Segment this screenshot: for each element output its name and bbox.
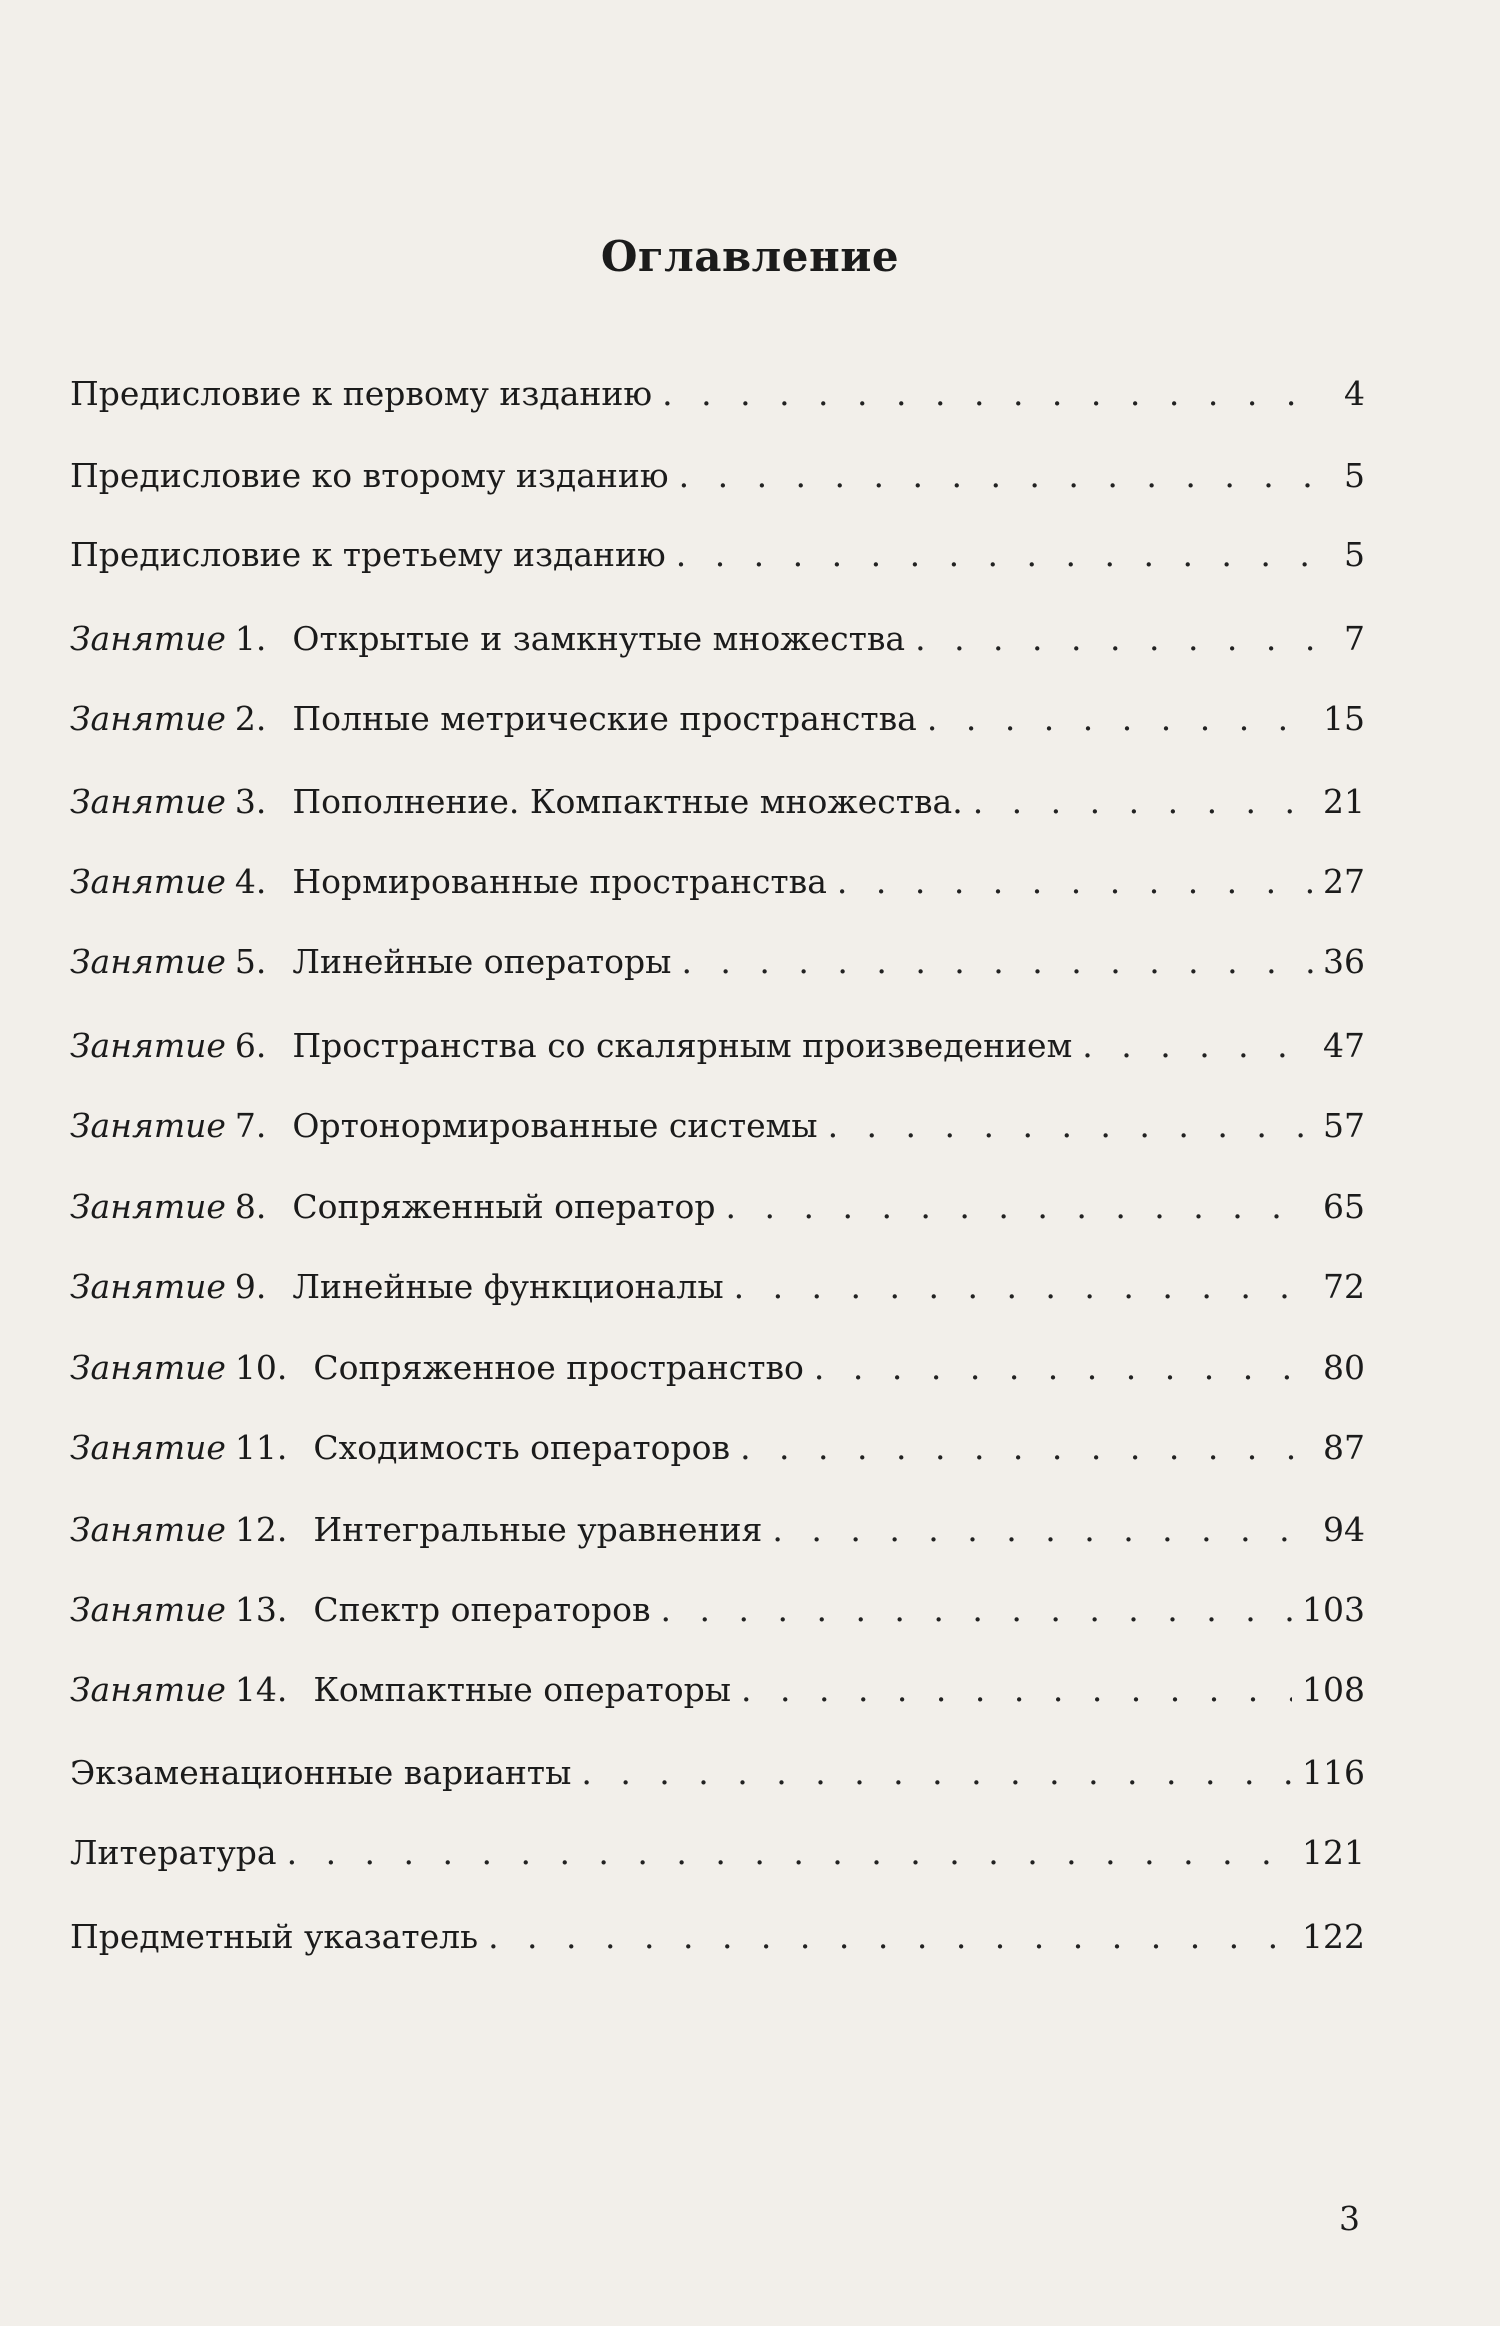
- toc-entry-title: Экзаменационные варианты: [70, 1753, 572, 1792]
- dot-leader: [814, 1346, 1313, 1390]
- toc-page-number: 121: [1302, 1833, 1365, 1872]
- lesson-number: 4.: [234, 862, 267, 901]
- lesson-label: Занятие: [70, 1670, 226, 1709]
- toc-entry: [70, 1024, 1365, 1068]
- toc-page-number: 5: [1344, 535, 1365, 574]
- toc-entry-heading: [70, 1104, 818, 1148]
- toc-entry: [70, 1265, 1365, 1309]
- lesson-label: Занятие: [70, 1428, 226, 1467]
- toc-entry-heading: [70, 1588, 651, 1632]
- dot-leader: [676, 533, 1315, 577]
- lesson-number: 10.: [234, 1348, 288, 1387]
- dot-leader: [734, 1265, 1313, 1309]
- toc-page-number: 80: [1323, 1348, 1365, 1387]
- dot-leader: [973, 780, 1313, 824]
- toc-entry-title: Предисловие ко второму изданию: [70, 456, 669, 495]
- page-title: Оглавление: [600, 232, 900, 281]
- toc-entry-title: Сопряженный оператор: [292, 1187, 716, 1226]
- dot-leader: [915, 617, 1315, 661]
- toc-page-number: 103: [1302, 1590, 1365, 1629]
- dot-leader: [828, 1104, 1313, 1148]
- toc-entry-heading: [70, 1346, 804, 1390]
- toc-entry: [70, 1831, 1365, 1875]
- toc-entry-heading: [70, 1426, 730, 1470]
- lesson-number: 7.: [234, 1106, 267, 1145]
- dot-leader: [741, 1668, 1292, 1712]
- toc-entry-title: Нормированные пространства: [292, 862, 827, 901]
- toc-entry-title: Линейные операторы: [292, 942, 672, 981]
- lesson-label: Занятие: [70, 782, 226, 821]
- dot-leader: [1082, 1024, 1313, 1068]
- toc-page-number: 4: [1344, 374, 1365, 413]
- toc-page-number: 116: [1302, 1753, 1365, 1792]
- lesson-label: Занятие: [70, 1590, 226, 1629]
- toc-entry: [70, 780, 1365, 824]
- toc-entry: [70, 454, 1365, 498]
- toc-page-number: 57: [1323, 1106, 1365, 1145]
- dot-leader: [488, 1915, 1292, 1959]
- toc-entry-heading: [70, 940, 671, 984]
- toc-entry: [70, 372, 1365, 416]
- lesson-label: Занятие: [70, 619, 226, 658]
- toc-entry-heading: [70, 1668, 731, 1712]
- dot-leader: [679, 454, 1315, 498]
- toc-entry-title: Интегральные уравнения: [313, 1510, 763, 1549]
- toc-entry-title: Сходимость операторов: [313, 1428, 731, 1467]
- toc-entry-heading: [70, 1751, 571, 1795]
- dot-leader: [837, 860, 1313, 904]
- toc-entry-heading: [70, 617, 905, 661]
- lesson-label: Занятие: [70, 942, 226, 981]
- toc-entry: [70, 1426, 1365, 1470]
- toc-page-number: 15: [1323, 699, 1365, 738]
- dot-leader: [661, 1588, 1292, 1632]
- toc-entry: [70, 1104, 1365, 1148]
- lesson-number: 8.: [234, 1187, 267, 1226]
- dot-leader: [927, 697, 1313, 741]
- toc-page-number: 87: [1323, 1428, 1365, 1467]
- toc-entry-heading: [70, 860, 827, 904]
- toc-entry-title: Компактные операторы: [313, 1670, 731, 1709]
- toc-entry-heading: [70, 454, 669, 498]
- toc-entry-title: Литература: [70, 1833, 277, 1872]
- lesson-number: 2.: [234, 699, 267, 738]
- dot-leader: [726, 1185, 1313, 1229]
- toc-entry-heading: [70, 372, 652, 416]
- toc-entry-title: Спектр операторов: [313, 1590, 651, 1629]
- toc-page-number: 5: [1344, 456, 1365, 495]
- toc-entry: [70, 533, 1365, 577]
- toc-entry: [70, 1915, 1365, 1959]
- lesson-number: 9.: [234, 1267, 267, 1306]
- toc-entry-heading: [70, 1831, 277, 1875]
- lesson-number: 13.: [234, 1590, 288, 1629]
- lesson-number: 6.: [234, 1026, 267, 1065]
- lesson-number: 11.: [234, 1428, 288, 1467]
- toc-entry-title: Открытые и замкнутые множества: [292, 619, 906, 658]
- toc-entry: [70, 1508, 1365, 1552]
- lesson-label: Занятие: [70, 1267, 226, 1306]
- dot-leader: [740, 1426, 1313, 1470]
- lesson-number: 1.: [234, 619, 267, 658]
- toc-entry-title: Полные метрические пространства: [292, 699, 917, 738]
- toc-page-number: 7: [1344, 619, 1365, 658]
- page-number: 3: [1339, 2199, 1360, 2238]
- lesson-number: 14.: [234, 1670, 288, 1709]
- toc-entry: [70, 617, 1365, 661]
- toc-entry: [70, 1588, 1365, 1632]
- toc-page-number: 72: [1323, 1267, 1365, 1306]
- toc-page-number: 65: [1323, 1187, 1365, 1226]
- toc-page-number: 94: [1323, 1510, 1365, 1549]
- toc-entry-title: Ортонормированные системы: [292, 1106, 818, 1145]
- lesson-label: Занятие: [70, 1510, 226, 1549]
- toc-entry-title: Линейные функционалы: [292, 1267, 724, 1306]
- lesson-label: Занятие: [70, 862, 226, 901]
- toc-entry-heading: [70, 697, 917, 741]
- lesson-number: 5.: [234, 942, 267, 981]
- lesson-label: Занятие: [70, 1348, 226, 1387]
- lesson-label: Занятие: [70, 1187, 226, 1226]
- toc-entry: [70, 860, 1365, 904]
- toc-entry: [70, 1751, 1365, 1795]
- toc-page-number: 108: [1302, 1670, 1365, 1709]
- toc-entry-heading: [70, 780, 963, 824]
- toc-entry-title: Предисловие к первому изданию: [70, 374, 653, 413]
- toc-entry-heading: [70, 1265, 724, 1309]
- dot-leader: [581, 1751, 1292, 1795]
- toc-entry-heading: [70, 1185, 716, 1229]
- toc-entry-title: Пространства со скалярным произведением: [292, 1026, 1073, 1065]
- toc-entry-title: Сопряженное пространство: [313, 1348, 804, 1387]
- toc-entry: [70, 1185, 1365, 1229]
- toc-entry-heading: [70, 533, 666, 577]
- toc-page-number: 36: [1323, 942, 1365, 981]
- lesson-label: Занятие: [70, 699, 226, 738]
- toc-page-number: 21: [1323, 782, 1365, 821]
- toc-page-number: 27: [1323, 862, 1365, 901]
- toc-entry-heading: [70, 1915, 478, 1959]
- dot-leader: [662, 372, 1315, 416]
- toc-entry-heading: [70, 1024, 1072, 1068]
- lesson-number: 12.: [234, 1510, 288, 1549]
- lesson-number: 3.: [234, 782, 267, 821]
- toc-entry: [70, 940, 1365, 984]
- toc-entry-title: Предметный указатель: [70, 1917, 479, 1956]
- lesson-label: Занятие: [70, 1026, 226, 1065]
- toc-entry: [70, 1346, 1365, 1390]
- dot-leader: [287, 1831, 1292, 1875]
- lesson-label: Занятие: [70, 1106, 226, 1145]
- dot-leader: [681, 940, 1313, 984]
- toc-entry: [70, 697, 1365, 741]
- toc-entry-title: Пополнение. Компактные множества.: [292, 782, 963, 821]
- dot-leader: [772, 1508, 1313, 1552]
- toc-entry: [70, 1668, 1365, 1712]
- toc-entry-heading: [70, 1508, 762, 1552]
- toc-page-number: 122: [1302, 1917, 1365, 1956]
- toc-entry-title: Предисловие к третьему изданию: [70, 535, 666, 574]
- toc-page-number: 47: [1323, 1026, 1365, 1065]
